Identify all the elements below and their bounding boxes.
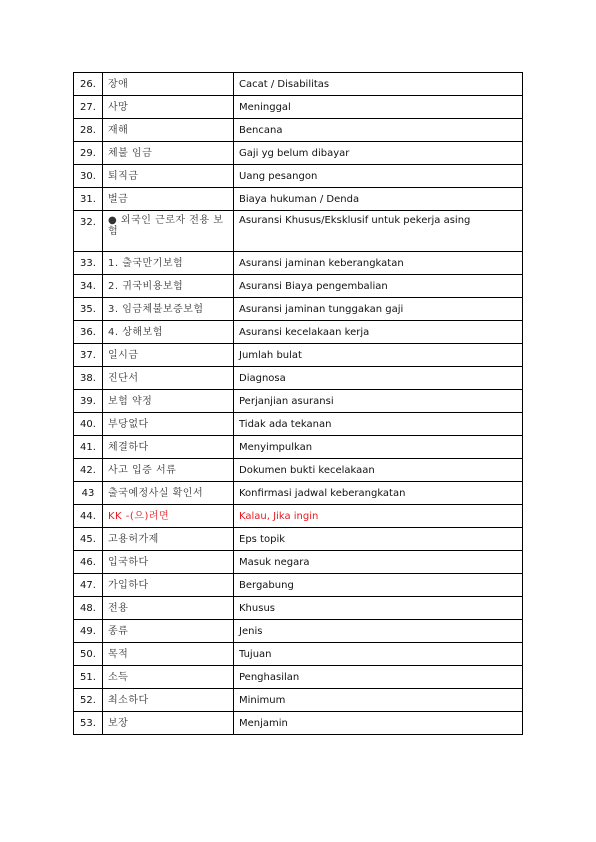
table-row: [74, 689, 523, 712]
table-row: [74, 459, 523, 482]
indonesian-translation-cell: Perjanjian asuransi: [234, 390, 523, 413]
indonesian-translation-cell: Cacat / Disabilitas: [234, 73, 523, 96]
row-number-cell: 27.: [74, 96, 103, 119]
indonesian-translation-cell: Dokumen bukti kecelakaan: [234, 459, 523, 482]
row-number-cell: 30.: [74, 165, 103, 188]
row-number-cell: 41.: [74, 436, 103, 459]
row-number-cell: 32.: [74, 211, 103, 252]
korean-term-cell: 가입하다: [103, 574, 234, 597]
row-number-cell: 44.: [74, 505, 103, 528]
indonesian-translation-cell: Menyimpulkan: [234, 436, 523, 459]
vocabulary-table-body: [74, 73, 523, 735]
row-number-cell: 37.: [74, 344, 103, 367]
indonesian-translation-cell: Asuransi Biaya pengembalian: [234, 275, 523, 298]
indonesian-translation-cell: Menjamin: [234, 712, 523, 735]
row-number-cell: 49.: [74, 620, 103, 643]
korean-term-cell: 고용허가제: [103, 528, 234, 551]
indonesian-translation-cell: Bencana: [234, 119, 523, 142]
table-row: [74, 73, 523, 96]
indonesian-translation-cell: Masuk negara: [234, 551, 523, 574]
row-number-cell: 26.: [74, 73, 103, 96]
row-number-cell: 36.: [74, 321, 103, 344]
indonesian-translation-cell: Kalau, Jika ingin: [234, 505, 523, 528]
korean-term-cell: 재해: [103, 119, 234, 142]
row-number-cell: 38.: [74, 367, 103, 390]
table-row: [74, 574, 523, 597]
row-number-cell: 34.: [74, 275, 103, 298]
korean-term-cell: 사망: [103, 96, 234, 119]
row-number-cell: 29.: [74, 142, 103, 165]
korean-term-cell: 퇴직금: [103, 165, 234, 188]
korean-term-cell: 체불 임금: [103, 142, 234, 165]
row-number-cell: 39.: [74, 390, 103, 413]
korean-term-cell: 체결하다: [103, 436, 234, 459]
row-number-cell: 53.: [74, 712, 103, 735]
korean-term-cell: ● 외국인 근로자 전용 보험: [103, 211, 234, 252]
table-row: [74, 505, 523, 528]
indonesian-translation-cell: Eps topik: [234, 528, 523, 551]
table-row: [74, 188, 523, 211]
indonesian-translation-cell: Diagnosa: [234, 367, 523, 390]
row-number-cell: 45.: [74, 528, 103, 551]
table-row: [74, 252, 523, 275]
table-row: [74, 96, 523, 119]
indonesian-translation-cell: Asuransi jaminan tunggakan gaji: [234, 298, 523, 321]
row-number-cell: 52.: [74, 689, 103, 712]
indonesian-translation-cell: Penghasilan: [234, 666, 523, 689]
korean-term-cell: 일시금: [103, 344, 234, 367]
table-row: [74, 390, 523, 413]
table-row: [74, 436, 523, 459]
table-row: [74, 712, 523, 735]
korean-term-cell: 소득: [103, 666, 234, 689]
indonesian-translation-cell: Biaya hukuman / Denda: [234, 188, 523, 211]
indonesian-translation-cell: Uang pesangon: [234, 165, 523, 188]
korean-term-cell: 보험 약정: [103, 390, 234, 413]
korean-term-cell: 입국하다: [103, 551, 234, 574]
korean-term-cell: 종류: [103, 620, 234, 643]
table-row: [74, 119, 523, 142]
table-row: [74, 298, 523, 321]
korean-term-cell: 3. 임금체불보증보험: [103, 298, 234, 321]
korean-term-cell: 보장: [103, 712, 234, 735]
table-row: [74, 482, 523, 505]
korean-term-cell: 벌금: [103, 188, 234, 211]
indonesian-translation-cell: Konfirmasi jadwal keberangkatan: [234, 482, 523, 505]
table-row: [74, 413, 523, 436]
row-number-cell: 43: [74, 482, 103, 505]
korean-term-cell: 최소하다: [103, 689, 234, 712]
row-number-cell: 46.: [74, 551, 103, 574]
korean-term-cell: 4. 상해보험: [103, 321, 234, 344]
korean-term-cell: 2. 귀국비용보험: [103, 275, 234, 298]
korean-term-cell: 전용: [103, 597, 234, 620]
korean-term-cell: 장애: [103, 73, 234, 96]
indonesian-translation-cell: Tidak ada tekanan: [234, 413, 523, 436]
table-row: [74, 142, 523, 165]
korean-term-cell: 부당없다: [103, 413, 234, 436]
table-row: [74, 367, 523, 390]
indonesian-translation-cell: Asuransi jaminan keberangkatan: [234, 252, 523, 275]
vocabulary-table: [73, 72, 523, 735]
table-row: [74, 597, 523, 620]
korean-term-cell: 사고 입증 서류: [103, 459, 234, 482]
korean-term-cell: 출국예정사실 확인서: [103, 482, 234, 505]
indonesian-translation-cell: Gaji yg belum dibayar: [234, 142, 523, 165]
korean-term-cell: 목적: [103, 643, 234, 666]
table-row: [74, 165, 523, 188]
row-number-cell: 48.: [74, 597, 103, 620]
indonesian-translation-cell: Tujuan: [234, 643, 523, 666]
table-row: [74, 275, 523, 298]
table-row: [74, 321, 523, 344]
indonesian-translation-cell: Bergabung: [234, 574, 523, 597]
row-number-cell: 31.: [74, 188, 103, 211]
table-row: [74, 551, 523, 574]
indonesian-translation-cell: Asuransi Khusus/Eksklusif untuk pekerja asing: [234, 211, 523, 252]
korean-term-cell: 1. 출국만기보험: [103, 252, 234, 275]
table-row: [74, 528, 523, 551]
table-row: [74, 620, 523, 643]
row-number-cell: 50.: [74, 643, 103, 666]
table-row: [74, 643, 523, 666]
row-number-cell: 28.: [74, 119, 103, 142]
row-number-cell: 42.: [74, 459, 103, 482]
korean-term-cell: 진단서: [103, 367, 234, 390]
row-number-cell: 51.: [74, 666, 103, 689]
table-row: [74, 666, 523, 689]
row-number-cell: 47.: [74, 574, 103, 597]
table-row: [74, 344, 523, 367]
korean-term-cell: KK -(으)려면: [103, 505, 234, 528]
indonesian-translation-cell: Asuransi kecelakaan kerja: [234, 321, 523, 344]
indonesian-translation-cell: Khusus: [234, 597, 523, 620]
indonesian-translation-cell: Minimum: [234, 689, 523, 712]
row-number-cell: 33.: [74, 252, 103, 275]
indonesian-translation-cell: Jumlah bulat: [234, 344, 523, 367]
row-number-cell: 35.: [74, 298, 103, 321]
indonesian-translation-cell: Jenis: [234, 620, 523, 643]
row-number-cell: 40.: [74, 413, 103, 436]
table-row: [74, 211, 523, 252]
indonesian-translation-cell: Meninggal: [234, 96, 523, 119]
